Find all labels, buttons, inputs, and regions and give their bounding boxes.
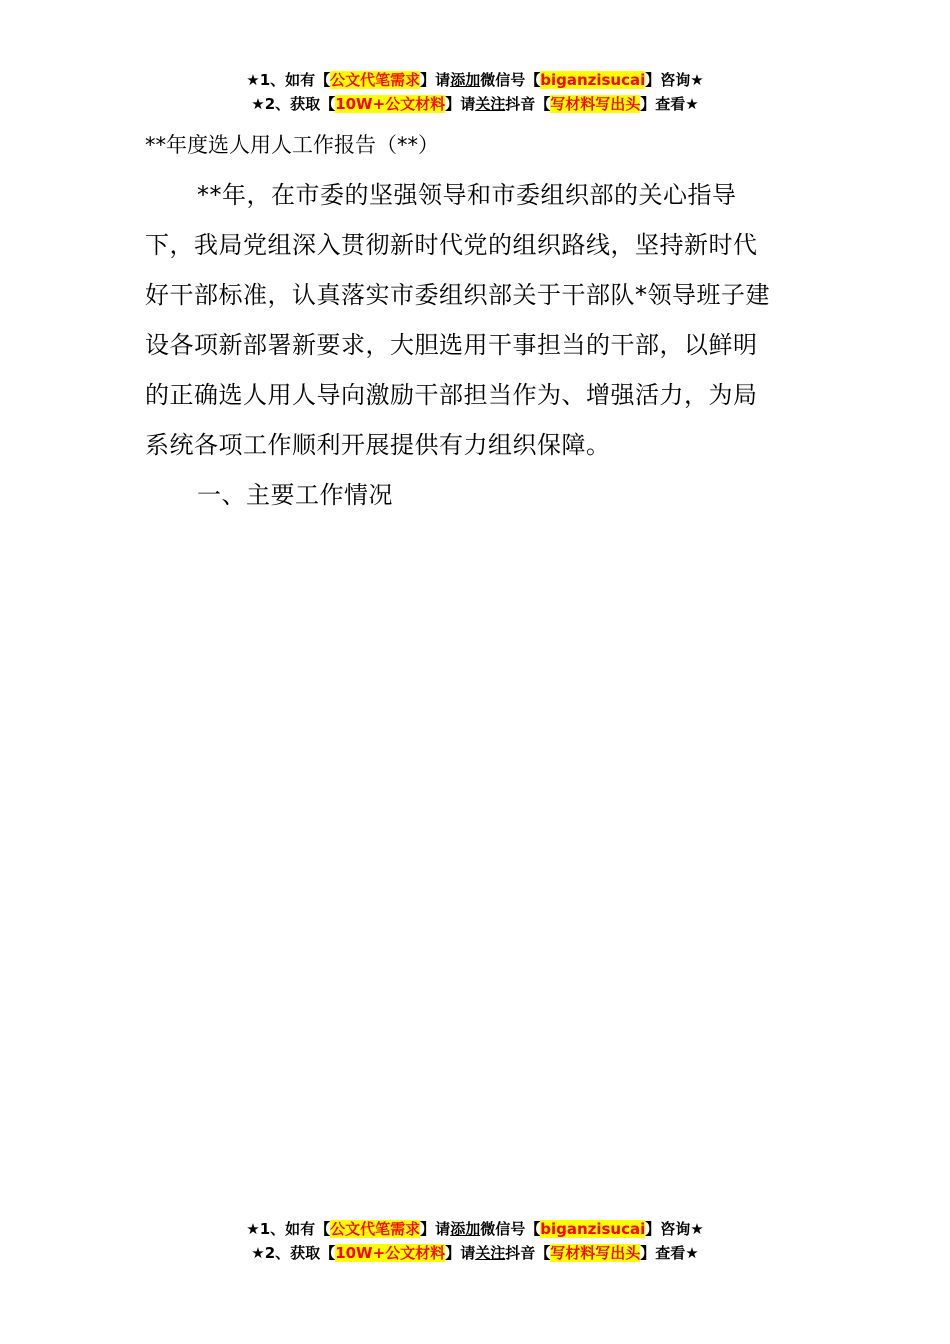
banner-text: 】请: [445, 1244, 476, 1262]
intro-paragraph: [145, 170, 813, 470]
banner-text: 】咨询★: [645, 71, 704, 89]
banner-text: 微信号【: [480, 71, 541, 89]
paragraph-line: **年，在市委的坚强领导和市委组织部的关心指导: [197, 181, 737, 209]
section-heading: 一、主要工作情况: [197, 481, 393, 509]
paragraph-line: 好干部标准，认真落实市委组织部关于干部队*领导班子建: [145, 281, 770, 309]
paragraph-line: 的正确选人用人导向激励干部担当作为、增强活力，为局: [145, 381, 758, 409]
banner-text: 】查看★: [640, 1244, 699, 1262]
banner-wechat-id: biganzisucai: [540, 1220, 646, 1238]
banner-underlined: 关注: [475, 1244, 506, 1262]
banner-douyin-id: 写材料写出头: [550, 95, 641, 113]
banner-text: ★1、如有【: [246, 71, 331, 89]
bottom-banner: [0, 1217, 950, 1265]
banner-text: 】请: [445, 95, 476, 113]
banner-highlight: 10W+公文材料: [335, 95, 446, 113]
banner-highlight: 公文代笔需求: [330, 1220, 421, 1238]
banner-text: ★1、如有【: [246, 1220, 331, 1238]
banner-text: 】请: [420, 1220, 451, 1238]
top-banner: [0, 68, 950, 116]
banner-text: 】请: [420, 71, 451, 89]
banner-line-2: [0, 1241, 950, 1265]
banner-text: 】查看★: [640, 95, 699, 113]
paragraph-line: 下，我局党组深入贯彻新时代党的组织路线，坚持新时代: [145, 231, 758, 259]
banner-highlight: 公文代笔需求: [330, 71, 421, 89]
banner-text: 微信号【: [480, 1220, 541, 1238]
banner-text: ★2、获取【: [251, 95, 336, 113]
banner-underlined: 添加: [450, 71, 481, 89]
banner-wechat-id: biganzisucai: [540, 71, 646, 89]
banner-line-1: [0, 68, 950, 92]
paragraph-line: 系统各项工作顺利开展提供有力组织保障。: [145, 431, 611, 459]
banner-text: 】咨询★: [645, 1220, 704, 1238]
banner-highlight: 10W+公文材料: [335, 1244, 446, 1262]
banner-underlined: 添加: [450, 1220, 481, 1238]
document-body: [145, 170, 813, 520]
banner-underlined: 关注: [475, 95, 506, 113]
banner-douyin-id: 写材料写出头: [550, 1244, 641, 1262]
banner-text: ★2、获取【: [251, 1244, 336, 1262]
banner-text: 抖音【: [505, 95, 551, 113]
document-title: **年度选人用人工作报告（**）: [145, 133, 439, 157]
paragraph-line: 设各项新部署新要求，大胆选用干事担当的干部，以鲜明: [145, 331, 758, 359]
banner-line-2: [0, 92, 950, 116]
banner-line-1: [0, 1217, 950, 1241]
banner-text: 抖音【: [505, 1244, 551, 1262]
